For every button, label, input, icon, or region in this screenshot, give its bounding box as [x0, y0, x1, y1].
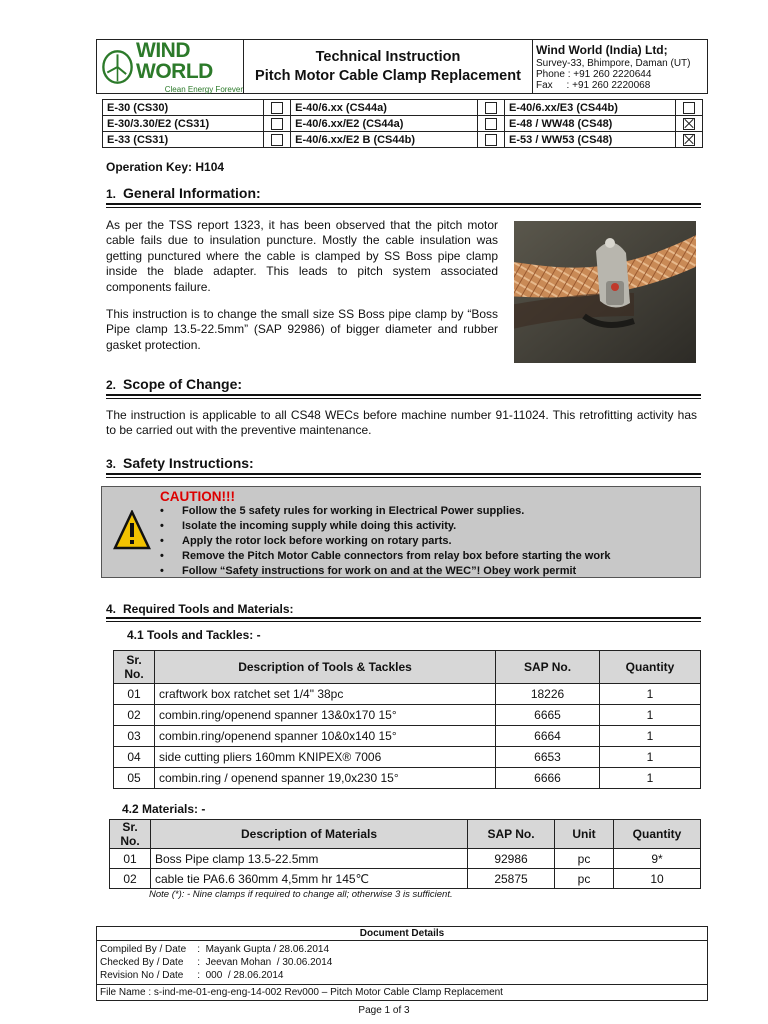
unchecked-checkbox[interactable]	[271, 134, 283, 146]
unchecked-checkbox[interactable]	[485, 134, 497, 146]
column-header: Unit	[555, 820, 614, 849]
logo-wordmark: WIND WORLD	[136, 38, 213, 83]
column-header: SAP No.	[496, 651, 600, 684]
caution-item: • Follow the 5 safety rules for working in Electrical Power supplies.	[160, 504, 610, 519]
table-cell: 6664	[496, 726, 600, 747]
table-cell: 1	[600, 768, 701, 789]
model-checkbox-cell	[676, 116, 703, 132]
table-cell: side cutting pliers 160mm KNIPEX® 7006	[155, 747, 496, 768]
model-label: E-53 / WW53 (CS48)	[505, 132, 676, 148]
column-header: Quantity	[600, 651, 701, 684]
checked-by: Checked By / Date : Jeevan Mohan / 30.06.2014	[100, 957, 333, 968]
column-header: Description of Tools & Tackles	[155, 651, 496, 684]
unchecked-checkbox[interactable]	[683, 102, 695, 114]
table-row	[114, 747, 701, 768]
caution-box	[101, 486, 701, 578]
table-cell: pc	[555, 869, 614, 889]
checked-checkbox[interactable]	[683, 118, 695, 130]
table-cell: 92986	[468, 849, 555, 869]
section-number: 4.	[106, 602, 117, 616]
address-line: Survey-33, Bhimpore, Daman (UT)	[536, 58, 691, 69]
unchecked-checkbox[interactable]	[271, 102, 283, 114]
model-checkbox-cell	[478, 100, 505, 116]
model-checkbox-cell	[264, 100, 291, 116]
model-row	[103, 132, 703, 148]
table-cell: 01	[114, 684, 155, 705]
table-row	[114, 684, 701, 705]
compiled-by: Compiled By / Date : Mayank Gupta / 28.06.2014	[100, 944, 330, 955]
general-info-paragraph-1: As per the TSS report 1323, it has been observed that the pitch motor cable fails due to insulation puncture. Mostly the cable insulation was getting punctured where the cable is clamped by SS Boss pipe clamp inside the blade adapter. This leads to pitch system associated components failure.	[106, 218, 498, 294]
column-header: Description of Materials	[151, 820, 468, 849]
table-cell: pc	[555, 849, 614, 869]
table-row	[110, 869, 701, 889]
section-divider	[106, 203, 701, 208]
table-cell: 01	[110, 849, 151, 869]
model-row	[103, 116, 703, 132]
section-title: General Information:	[123, 185, 261, 201]
scope-paragraph: The instruction is applicable to all CS48 WECs before machine number 91-11024. This retrofitting activity has to be carried out with the preventive maintenance.	[106, 408, 697, 438]
model-label: E-48 / WW48 (CS48)	[505, 116, 676, 132]
model-label: E-40/6.xx/E3 (CS44b)	[505, 100, 676, 116]
section-title: Scope of Change:	[123, 376, 243, 392]
section-number: 3.	[106, 457, 117, 471]
company-name: Wind World (India) Ltd;	[536, 43, 668, 57]
section-number: 1.	[106, 187, 117, 201]
model-label: E-40/6.xx (CS44a)	[291, 100, 478, 116]
column-header: Quantity	[614, 820, 701, 849]
materials-table	[109, 819, 701, 889]
model-checkbox-cell	[478, 132, 505, 148]
table-row	[110, 849, 701, 869]
table-cell: 10	[614, 869, 701, 889]
table-cell: 6665	[496, 705, 600, 726]
table-cell: Boss Pipe clamp 13.5-22.5mm	[151, 849, 468, 869]
caution-item: • Apply the rotor lock before working on rotary parts.	[160, 534, 610, 549]
wind-world-logo	[97, 40, 243, 93]
table-cell: 6666	[496, 768, 600, 789]
operation-key: Operation Key: H104	[106, 160, 225, 174]
section-2-heading	[106, 376, 242, 392]
document-title	[244, 40, 533, 94]
table-cell: combin.ring/openend spanner 10&0x140 15°	[155, 726, 496, 747]
section-divider	[106, 617, 701, 622]
model-checkbox-cell	[478, 116, 505, 132]
section-3-heading	[106, 455, 254, 471]
table-cell: 25875	[468, 869, 555, 889]
caution-item: • Isolate the incoming supply while doing this activity.	[160, 519, 610, 534]
table-cell: 02	[110, 869, 151, 889]
unchecked-checkbox[interactable]	[485, 118, 497, 130]
table-cell: combin.ring / openend spanner 19,0x230 15°	[155, 768, 496, 789]
column-header: Sr. No.	[110, 820, 151, 849]
column-header: SAP No.	[468, 820, 555, 849]
materials-heading: 4.2 Materials: -	[122, 802, 206, 816]
table-cell: combin.ring/openend spanner 13&0x170 15°	[155, 705, 496, 726]
section-1-heading	[106, 185, 261, 201]
logo-tagline: Clean Energy Forever	[164, 84, 243, 94]
model-checkbox-cell	[676, 132, 703, 148]
materials-note: Note (*): - Nine clamps if required to change all; otherwise 3 is sufficient.	[149, 889, 453, 900]
table-row	[114, 768, 701, 789]
model-label: E-30 (CS30)	[103, 100, 264, 116]
caution-item: • Follow “Safety instructions for work on and at the WEC”! Obey work permit	[160, 564, 610, 579]
table-cell: 1	[600, 726, 701, 747]
model-checkbox-cell	[676, 100, 703, 116]
table-cell: 02	[114, 705, 155, 726]
model-label: E-40/6.xx/E2 (CS44a)	[291, 116, 478, 132]
table-cell: cable tie PA6.6 360mm 4,5mm hr 145℃	[151, 869, 468, 889]
page-number: Page 1 of 3	[358, 1005, 410, 1016]
wind-turbine-icon	[101, 45, 134, 89]
model-checkbox-cell	[264, 116, 291, 132]
table-cell: 1	[600, 684, 701, 705]
warning-triangle-icon	[113, 510, 151, 550]
model-row	[103, 100, 703, 116]
table-cell: 04	[114, 747, 155, 768]
unchecked-checkbox[interactable]	[271, 118, 283, 130]
section-divider	[106, 394, 701, 399]
section-number: 2.	[106, 378, 117, 392]
table-cell: 18226	[496, 684, 600, 705]
file-name: File Name : s-ind-me-01-eng-eng-14-002 Rev000 – Pitch Motor Cable Clamp Replacement	[97, 985, 708, 1001]
table-cell: 05	[114, 768, 155, 789]
model-label: E-30/3.30/E2 (CS31)	[103, 116, 264, 132]
table-cell: craftwork box ratchet set 1/4" 38pc	[155, 684, 496, 705]
caution-list	[160, 504, 610, 579]
unchecked-checkbox[interactable]	[485, 102, 497, 114]
document-details-table	[96, 926, 708, 1001]
section-title: Safety Instructions:	[123, 455, 254, 471]
table-cell: 1	[600, 747, 701, 768]
document-details-title: Document Details	[97, 927, 708, 941]
table-cell: 03	[114, 726, 155, 747]
model-applicability-grid	[102, 99, 703, 148]
caution-item: • Remove the Pitch Motor Cable connectors from relay box before starting the work	[160, 549, 610, 564]
model-label: E-40/6.xx/E2 B (CS44b)	[291, 132, 478, 148]
table-cell: 6653	[496, 747, 600, 768]
model-checkbox-cell	[264, 132, 291, 148]
checked-checkbox[interactable]	[683, 134, 695, 146]
logo-cell	[97, 40, 244, 94]
fax-line: Fax : +91 260 2220068	[536, 80, 651, 91]
section-divider	[106, 473, 701, 478]
tools-heading: 4.1 Tools and Tackles: -	[127, 628, 261, 642]
table-row	[114, 705, 701, 726]
phone-line: Phone : +91 260 2220644	[536, 69, 652, 80]
section-title: Required Tools and Materials:	[123, 602, 294, 616]
general-info-paragraph-2: This instruction is to change the small size SS Boss pipe clamp by “Boss Pipe clamp 13.5-22.5mm” (SAP 92986) of bigger diameter and rubber gasket protection.	[106, 307, 498, 352]
table-row	[114, 726, 701, 747]
document-details-body	[97, 941, 708, 985]
table-cell: 1	[600, 705, 701, 726]
column-header: Sr. No.	[114, 651, 155, 684]
section-4-heading	[106, 602, 294, 616]
document-header	[96, 39, 708, 94]
tools-table	[113, 650, 701, 789]
revision-no: Revision No / Date : 000 / 28.06.2014	[100, 970, 284, 981]
title-line-2: Pitch Motor Cable Clamp Replacement	[255, 67, 521, 84]
caution-title: CAUTION!!!	[160, 489, 235, 504]
company-address	[533, 40, 708, 94]
model-label: E-33 (CS31)	[103, 132, 264, 148]
title-line-1: Technical Instruction	[315, 48, 461, 65]
cable-clamp-photo	[514, 221, 696, 363]
table-cell: 9*	[614, 849, 701, 869]
